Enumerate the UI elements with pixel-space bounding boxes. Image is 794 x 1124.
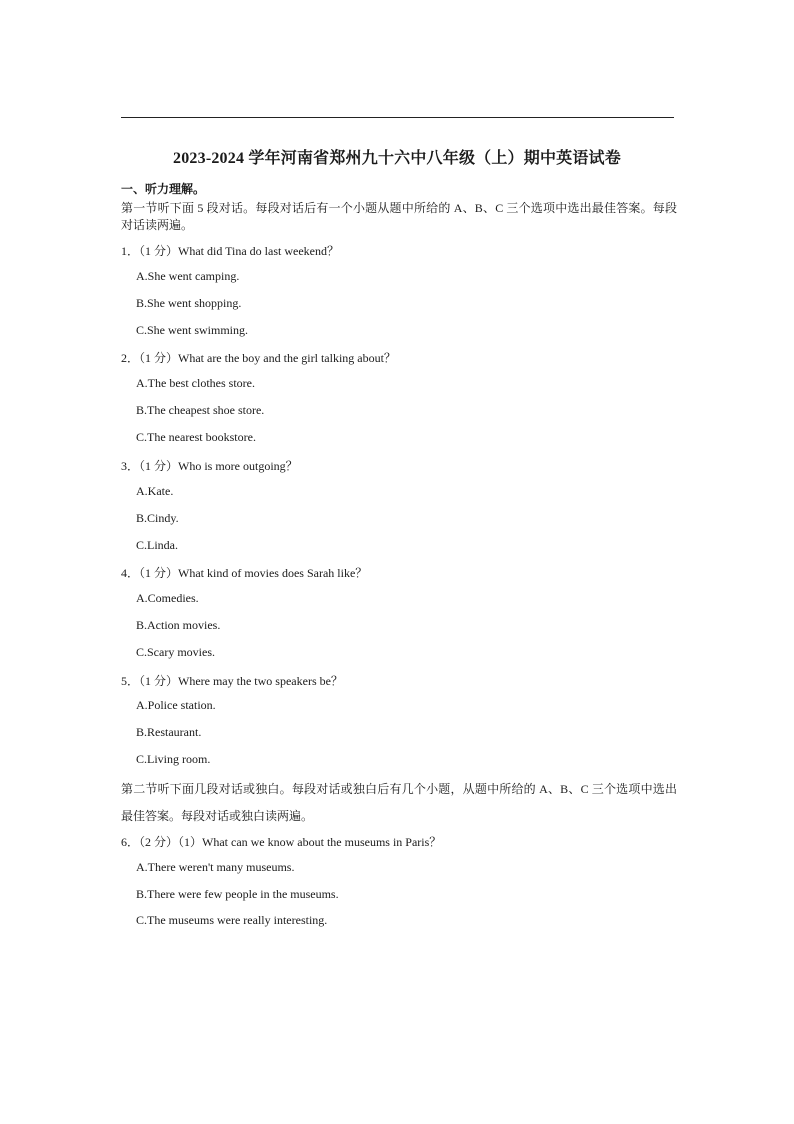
question-4-option-b: B.Action movies. bbox=[136, 618, 221, 632]
page-title: 2023-2024 学年河南省郑州九十六中八年级（上）期中英语试卷 bbox=[173, 150, 621, 167]
header-rule bbox=[121, 117, 674, 118]
question-6-option-b: B.There were few people in the museums. bbox=[136, 887, 339, 901]
question-6-option-c: C.The museums were really interesting. bbox=[136, 913, 328, 927]
question-4-option-c: C.Scary movies. bbox=[136, 645, 215, 659]
section1-instruction: 第一节听下面 5 段对话。每段对话后有一个小题从题中所给的 A、B、C 三个选项中选出最佳答案。每段对话读两遍。 bbox=[121, 201, 677, 232]
question-3-option-b: B.Cindy. bbox=[136, 511, 179, 525]
question-5: 5．（1 分）Where may the two speakers be？ bbox=[121, 674, 343, 688]
question-1-option-b: B.She went shopping. bbox=[136, 296, 242, 310]
question-2-option-c: C.The nearest bookstore. bbox=[136, 430, 256, 444]
question-5-option-c: C.Living room. bbox=[136, 752, 211, 766]
section2-instruction: 第二节听下面几段对话或独白。每段对话或独白后有几个小题，从题中所给的 A、B、C 三个选项中选出最佳答案。每段对话或独白读两遍。 bbox=[121, 782, 677, 823]
question-6-option-a: A.There weren't many museums. bbox=[136, 860, 295, 874]
question-1-option-c: C.She went swimming. bbox=[136, 323, 249, 337]
question-3: 3．（1 分）Who is more outgoing？ bbox=[121, 459, 298, 473]
question-1-option-a: A.She went camping. bbox=[136, 269, 240, 283]
question-3-option-c: C.Linda. bbox=[136, 538, 178, 552]
question-6: 6．（2 分）（1）What can we know about the museums in Paris？ bbox=[121, 835, 442, 849]
question-4-option-a: A.Comedies. bbox=[136, 591, 199, 605]
question-1: 1．（1 分）What did Tina do last weekend？ bbox=[121, 244, 339, 258]
question-3-option-a: A.Kate. bbox=[136, 484, 174, 498]
question-4: 4．（1 分）What kind of movies does Sarah like？ bbox=[121, 566, 368, 580]
question-5-option-b: B.Restaurant. bbox=[136, 725, 202, 739]
section-heading-listening: 一、听力理解。 bbox=[121, 182, 206, 196]
question-2-option-a: A.The best clothes store. bbox=[136, 376, 255, 390]
question-5-option-a: A.Police station. bbox=[136, 698, 216, 712]
question-2-option-b: B.The cheapest shoe store. bbox=[136, 403, 265, 417]
question-2: 2．（1 分）What are the boy and the girl talking about？ bbox=[121, 351, 396, 365]
